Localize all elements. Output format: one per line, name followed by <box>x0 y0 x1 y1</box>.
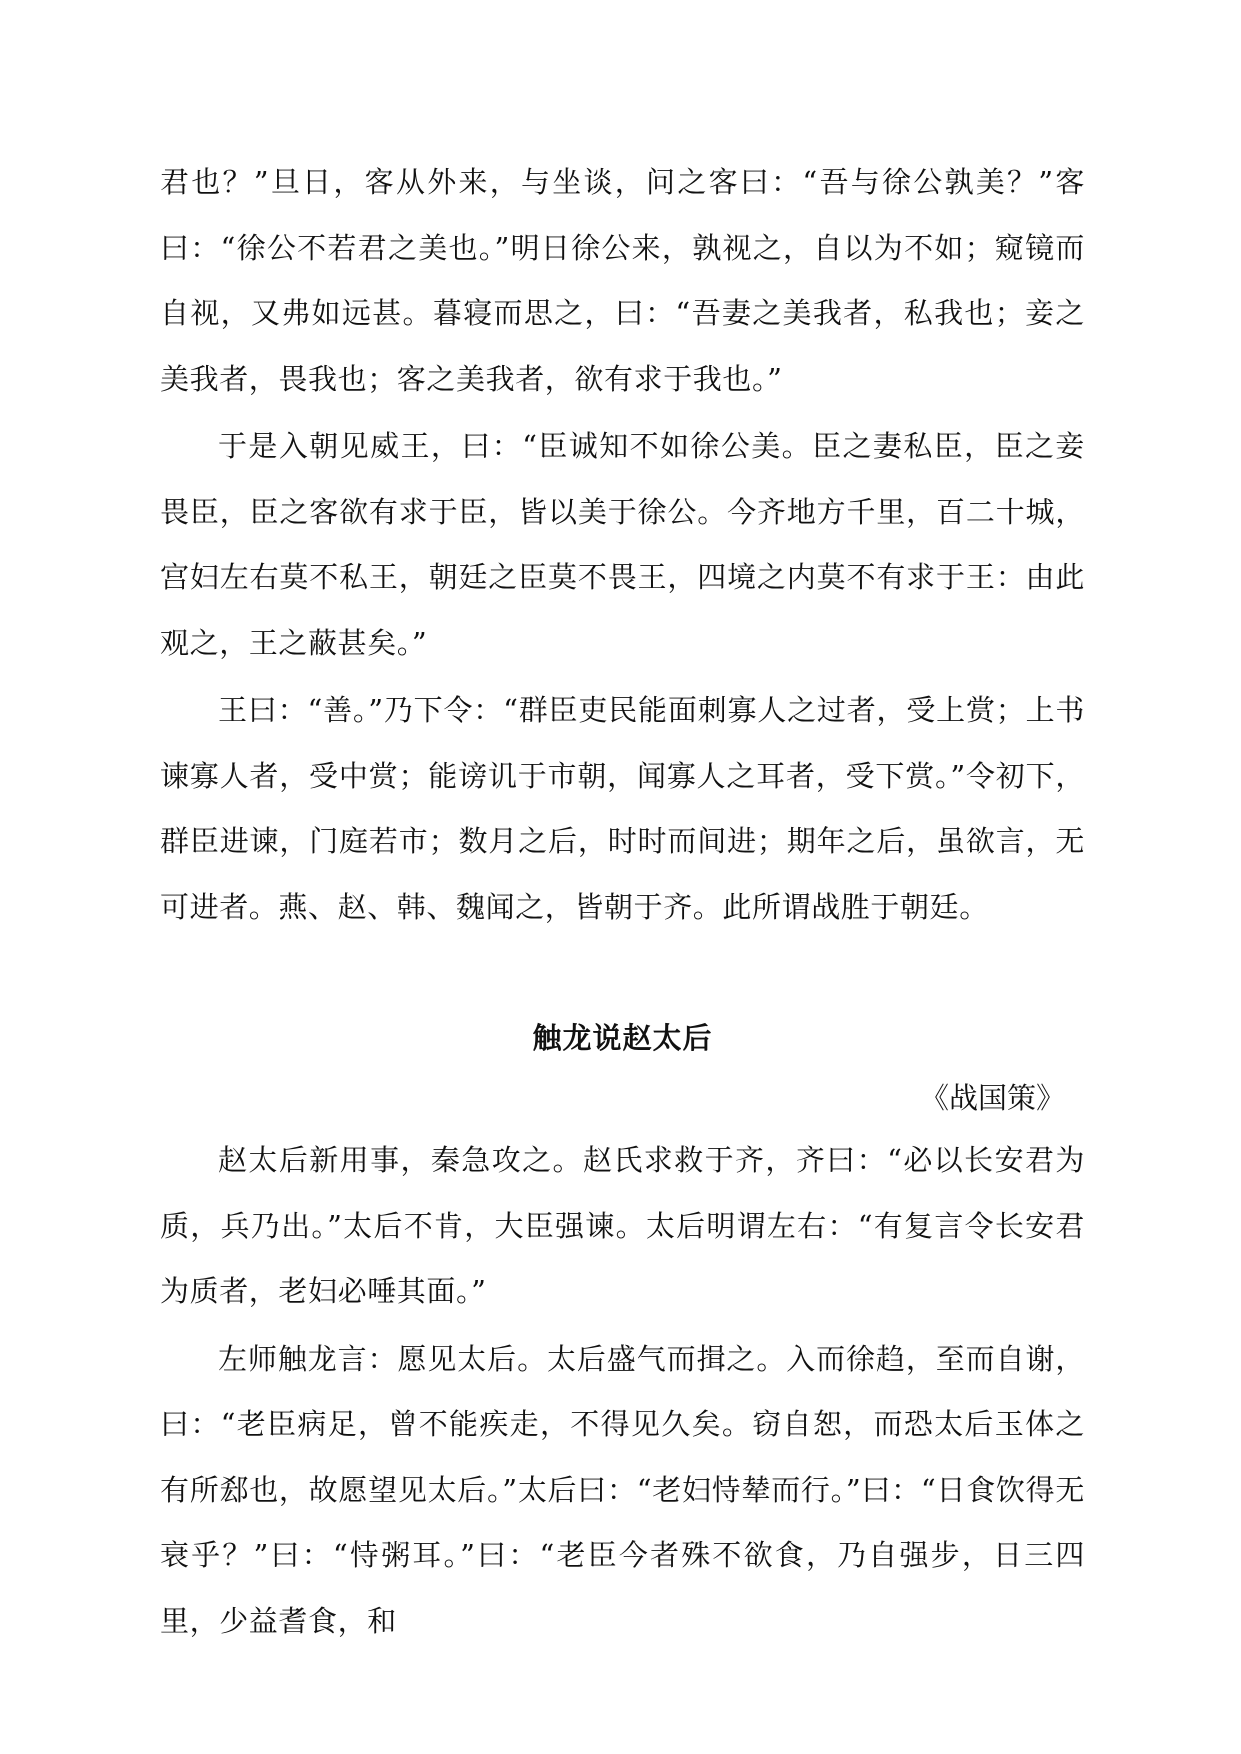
document-page <box>160 150 1085 1654</box>
section-title: 触龙说赵太后 <box>532 1021 713 1055</box>
source-attribution: 《战国策》 <box>919 1081 1065 1115</box>
paragraph-king-decree: 王曰：“善。”乃下令：“群臣吏民能面刺寡人之过者，受上赏；上书谏寡人者，受中赏；能谤讥于市朝，闻寡人之耳者，受下赏。”令初下，群臣进谏，门庭若市；数月之后，时时而间进；期年之后，虽欲言，无可进者。燕、赵、韩、魏闻之，皆朝于齐。此所谓战胜于朝廷。 <box>160 693 1085 924</box>
paragraph-empress-dowager: 赵太后新用事，秦急攻之。赵氏求救于齐，齐曰：“必以长安君为质，兵乃出。”太后不肯，大臣强谏。太后明谓左右：“有复言令长安君为质者，老妇必唾其面。” <box>160 1143 1085 1308</box>
section-divider <box>160 940 1085 1008</box>
paragraph-chulong-visit: 左师触龙言：愿见太后。太后盛气而揖之。入而徐趋，至而自谢，曰：“老臣病足，曾不能疾走，不得见久矣。窃自恕，而恐太后玉体之有所郄也，故愿望见太后。”太后曰：“老妇恃辇而行。”曰：“日食饮得无衰乎？”曰：“恃粥耳。”曰：“老臣今者殊不欲食，乃自强步，日三四里，少益耆食，和 <box>160 1341 1085 1638</box>
paragraph-continuation: 君也？”旦日，客从外来，与坐谈，问之客曰：“吾与徐公孰美？”客曰：“徐公不若君之美也。”明日徐公来，孰视之，自以为不如；窥镜而自视，又弗如远甚。暮寝而思之，曰：“吾妻之美我者，私我也；妾之美我者，畏我也；客之美我者，欲有求于我也。” <box>160 165 1085 396</box>
paragraph-audience-with-king: 于是入朝见威王，曰：“臣诚知不如徐公美。臣之妻私臣，臣之妾畏臣，臣之客欲有求于臣，皆以美于徐公。今齐地方千里，百二十城，宫妇左右莫不私王，朝廷之臣莫不畏王，四境之内莫不有求于王：由此观之，王之蔽甚矣。” <box>160 429 1085 660</box>
